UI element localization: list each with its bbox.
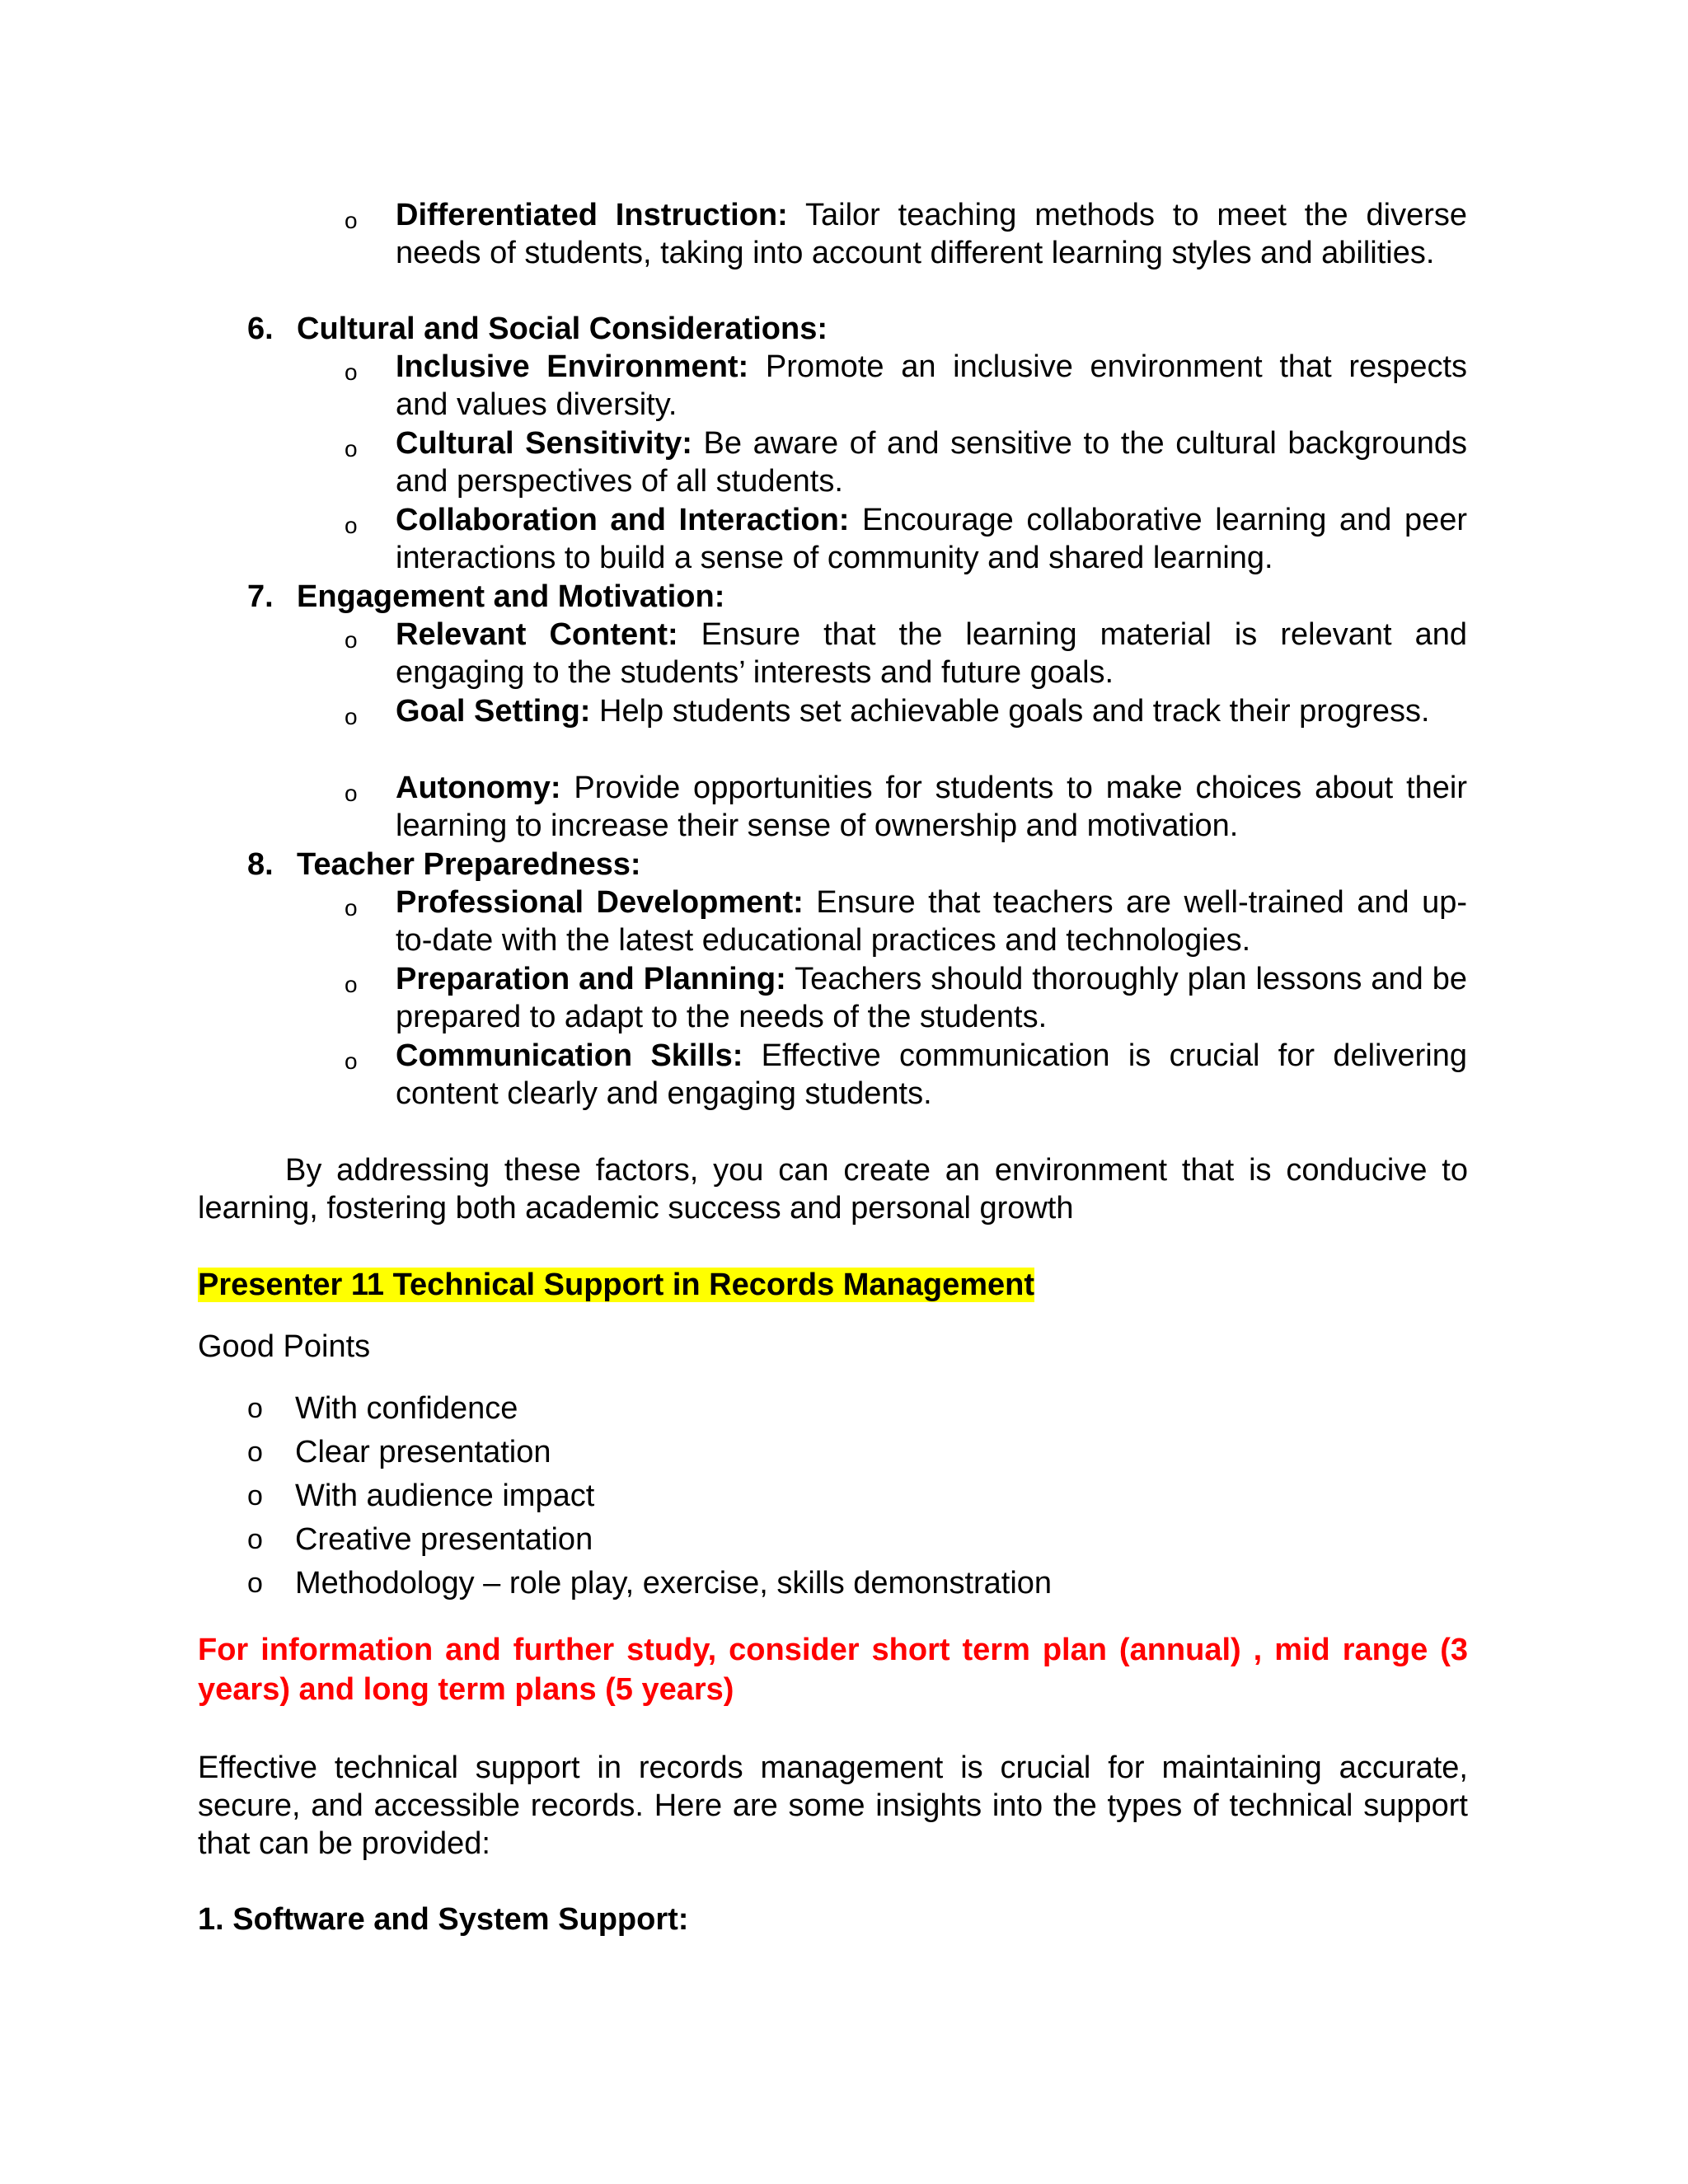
item-label: Autonomy: — [396, 771, 561, 805]
section-number: 7. — [247, 579, 274, 614]
sub-bullet-icon: o — [345, 627, 358, 653]
sub-bullet-icon: o — [345, 972, 358, 997]
section-heading — [247, 310, 828, 348]
list-item — [396, 424, 1467, 500]
item-text: Promote an inclusive environment that respects and values diversity. — [396, 349, 1468, 422]
list-item — [396, 769, 1467, 845]
item-label: Relevant Content: — [396, 617, 678, 652]
good-point-item: Creative presentation — [295, 1522, 593, 1557]
sub-bullet-icon: o — [345, 436, 358, 462]
list-item — [396, 960, 1467, 1036]
section-title: Cultural and Social Considerations: — [297, 312, 828, 346]
list-item — [396, 501, 1467, 577]
list-item — [396, 883, 1467, 959]
sub-bullet-icon: o — [345, 895, 358, 921]
presenter-heading — [198, 1266, 1468, 1304]
conclusion-paragraph: By addressing these factors, you can create an environment that is conducive to learning, fostering both academic success and personal growth — [198, 1153, 1468, 1226]
study-note: For information and further study, consider short term plan (annual) , mid range (3 years) and long term plans (5 years) — [198, 1633, 1468, 1707]
list-item — [396, 348, 1467, 424]
section-number: 8. — [247, 847, 274, 882]
sub-bullet-icon: o — [345, 513, 358, 538]
good-point-item: Methodology – role play, exercise, skills demonstration — [295, 1566, 1053, 1601]
item-label: Differentiated Instruction: — [396, 198, 788, 232]
presenter-heading-text: Presenter 11 Technical Support in Records Management — [198, 1268, 1035, 1302]
item-label: Communication Skills: — [396, 1038, 743, 1073]
item-text: Teachers should thoroughly plan lessons and be prepared to adapt to the needs of the students. — [396, 962, 1467, 1034]
list-item — [396, 616, 1467, 691]
item-text: Ensure that teachers are well-trained and up-to-date with the latest educational practices and technologies. — [396, 885, 1468, 958]
item-label: Collaboration and Interaction: — [396, 503, 850, 537]
intro-paragraph: Effective technical support in records management is crucial for maintaining accurate, secure, and accessible records. Here are some insights into the types of technical support that can be provided: — [198, 1750, 1468, 1861]
list-item — [396, 1037, 1467, 1113]
sub-bullet-icon: o — [345, 208, 358, 233]
item-label: Goal Setting: — [396, 694, 591, 729]
bullet-icon: o — [247, 1568, 263, 1599]
sub-bullet-icon: o — [345, 704, 358, 729]
sub-bullet-icon: o — [345, 1048, 358, 1074]
good-point-item: With audience impact — [295, 1479, 595, 1513]
good-point-item: With confidence — [295, 1391, 518, 1426]
item-text: Effective communication is crucial for delivering content clearly and engaging students. — [396, 1038, 1467, 1111]
section-number: 6. — [247, 312, 274, 346]
software-support-heading: 1. Software and System Support: — [198, 1902, 689, 1937]
sub-bullet-icon: o — [345, 359, 358, 385]
list-item — [396, 196, 1467, 272]
good-point-item: Clear presentation — [295, 1435, 551, 1469]
item-text: Ensure that the learning material is relevant and engaging to the students’ interests and future goals. — [396, 617, 1467, 690]
item-label: Cultural Sensitivity: — [396, 426, 692, 461]
item-text: Help students set achievable goals and track their progress. — [590, 694, 1430, 729]
list-item — [396, 692, 1467, 730]
bullet-icon: o — [247, 1393, 263, 1424]
bullet-icon: o — [247, 1436, 263, 1468]
section-title: Teacher Preparedness: — [297, 847, 641, 882]
item-label: Inclusive Environment: — [396, 349, 749, 384]
section-title: Engagement and Motivation: — [297, 579, 725, 614]
section-heading — [247, 578, 724, 616]
item-text: Provide opportunities for students to make choices about their learning to increase their sense of ownership and motivation. — [396, 771, 1467, 843]
section-heading — [247, 846, 641, 883]
item-label: Preparation and Planning: — [396, 962, 786, 996]
good-points-label: Good Points — [198, 1329, 371, 1364]
bullet-icon: o — [247, 1480, 263, 1511]
item-text: Encourage collaborative learning and peer interactions to build a sense of community and shared learning. — [396, 503, 1467, 575]
bullet-icon: o — [247, 1524, 263, 1555]
item-text: Tailor teaching methods to meet the diverse needs of students, taking into account different learning styles and abilities. — [396, 198, 1467, 270]
sub-bullet-icon: o — [345, 780, 358, 806]
item-label: Professional Development: — [396, 885, 804, 920]
item-text: Be aware of and sensitive to the cultural backgrounds and perspectives of all students. — [396, 426, 1467, 499]
